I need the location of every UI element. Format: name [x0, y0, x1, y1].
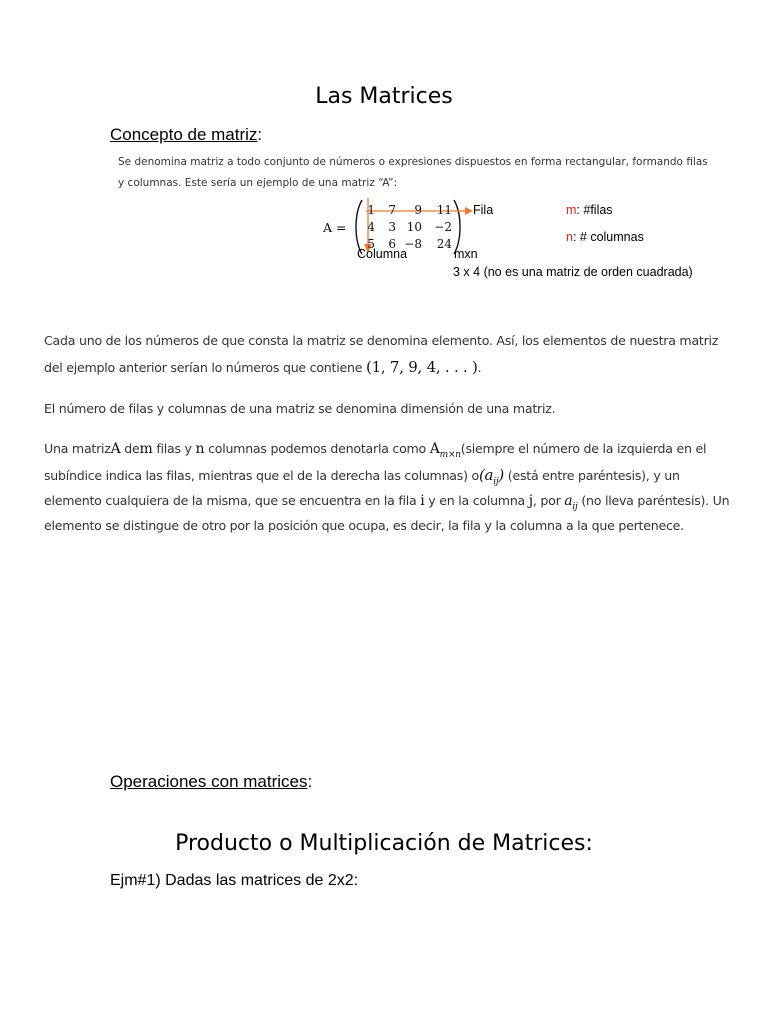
n-letter: n	[566, 230, 573, 244]
aij-close: )	[498, 466, 505, 484]
ejemplo-1: Ejm#1) Dadas las matrices de 2x2:	[110, 872, 359, 889]
n-desc: : # columnas	[572, 230, 644, 244]
p3-text: , por	[532, 493, 561, 508]
fila-label: Fila	[473, 203, 494, 217]
p3-text: y en la columna	[428, 493, 526, 508]
producto-title: Producto o Multiplicación de Matrices:	[175, 831, 593, 856]
paragraph-3-line-1	[44, 441, 706, 460]
concepto-heading-label: Concepto de matriz	[110, 125, 258, 144]
operaciones-heading	[110, 772, 312, 792]
p3-text: elemento cualquiera de la misma, que se encuentra en la fila	[44, 493, 417, 508]
m-desc: : #filas	[576, 203, 613, 217]
aij-open: (a	[478, 466, 494, 484]
n-definition	[566, 230, 644, 244]
p3-text: subíndice indica las filas, mientras que el de la derecha las columnas) o	[44, 468, 479, 483]
matrix-cell: 9	[414, 203, 422, 217]
symbol-aij-paren	[478, 466, 505, 487]
matrix-cell: 10	[406, 220, 422, 234]
operaciones-heading-colon: :	[307, 772, 313, 791]
matrix-cell: 24	[436, 237, 452, 251]
symbol-i: i	[420, 493, 425, 509]
matrix-cell: 3	[388, 220, 396, 234]
paragraph-1-text: del ejemplo anterior serían lo números que contiene	[44, 360, 363, 375]
matrix-cell: −8	[404, 237, 422, 251]
m-definition	[566, 203, 613, 217]
m-letter: m	[566, 203, 577, 217]
matrix-cell: 5	[367, 237, 375, 251]
symbol-a-mxn	[429, 441, 461, 460]
paragraph-3-line-2	[44, 466, 680, 487]
paragraph-1-line-2	[44, 358, 481, 376]
symbol-n: n	[195, 441, 205, 457]
paragraph-3-line-3	[44, 493, 729, 512]
concepto-heading	[110, 125, 262, 145]
p3-text: (está entre paréntesis), y un	[507, 468, 680, 483]
operaciones-heading-label: Operaciones con matrices	[110, 772, 308, 791]
matrix-cell: 6	[388, 237, 396, 251]
intro-line-1: Se denomina matriz a todo conjunto de números o expresiones dispuestos en forma rectangular, formando filas	[118, 156, 708, 168]
matrix-cell: 4	[367, 220, 375, 234]
symbol-j: j	[528, 493, 533, 509]
symbol-m: m	[139, 441, 153, 457]
paragraph-3-line-4: elemento se distingue de otro por la posición que ocupa, es decir, la fila y la columna a la que pertenece.	[44, 518, 684, 533]
p3-text: filas y	[156, 441, 192, 456]
elements-set: (1, 7, 9, 4, . . . )	[365, 358, 478, 376]
symbol-a-mxn-base: A	[429, 441, 440, 457]
intro-line-2: y columnas. Este sería un ejemplo de una matriz “A”:	[118, 177, 398, 189]
columna-label: Columna	[357, 247, 408, 261]
aij-sub: ij	[493, 477, 499, 487]
order-note: 3 x 4 (no es una matriz de orden cuadrada)	[453, 265, 693, 279]
p3-text: de	[124, 441, 140, 456]
p3-text: (siempre el número de la izquierda en el	[460, 441, 707, 456]
symbol-a: A	[110, 441, 121, 457]
matrix-name: A =	[323, 220, 347, 235]
paragraph-1-line-1: Cada uno de los números de que consta la matriz se denomina elemento. Así, los elementos de nuestra matriz	[44, 333, 719, 348]
concepto-heading-colon: :	[257, 125, 263, 144]
page-title: Las Matrices	[315, 84, 453, 109]
fila-arrow-head	[465, 207, 473, 215]
aij-base: a	[564, 493, 573, 509]
matrix-cell: 1	[367, 203, 375, 217]
matrix-cell: 11	[436, 203, 452, 217]
symbol-aij	[564, 493, 578, 512]
paragraph-1-end: .	[477, 360, 482, 375]
aij-sub-2: ij	[572, 501, 578, 512]
matrix-cell: −2	[434, 220, 452, 234]
symbol-a-mxn-sub: m×n	[439, 449, 461, 460]
paragraph-2: El número de filas y columnas de una matriz se denomina dimensión de una matriz.	[44, 401, 556, 416]
p3-text: Una matriz	[44, 441, 111, 456]
p3-text: (no lleva paréntesis). Un	[581, 493, 730, 508]
mxn-label: mxn	[454, 247, 478, 261]
matrix-cell: 7	[388, 203, 396, 217]
p3-text: columnas podemos denotarla como	[208, 441, 427, 456]
